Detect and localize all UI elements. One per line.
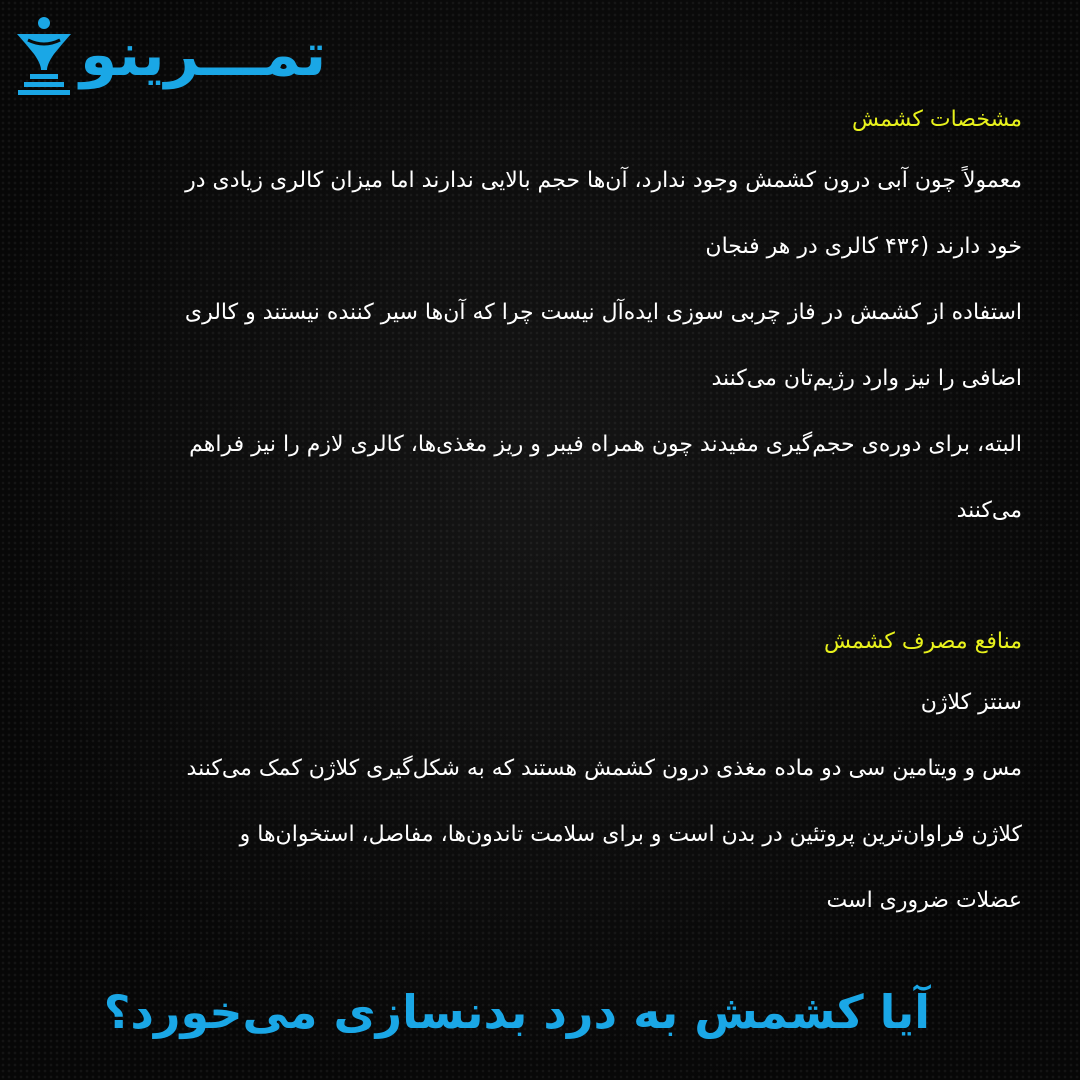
text-line: کلاژن فراوان‌ترین پروتئین در بدن است و برای سلامت تاندون‌ها، مفاصل، استخوان‌ها و (239, 822, 1022, 847)
section-heading-specs: مشخصات کشمش (852, 107, 1022, 132)
text-line: مس و ویتامین سی دو ماده مغذی درون کشمش هستند که به شکل‌گیری کلاژن کمک می‌کنند (186, 756, 1022, 781)
section-spacer (47, 544, 1022, 614)
section-heading-benefits: منافع مصرف کشمش (823, 629, 1022, 654)
article-body (47, 92, 1022, 934)
text-line: سنتز کلاژن (920, 690, 1022, 715)
text-line: معمولاً چون آبی درون کشمش وجود ندارد، آن‌ها حجم بالایی ندارند اما میزان کالری زیادی در (185, 168, 1022, 193)
text-line: استفاده از کشمش در فاز چربی سوزی ایده‌آل نیست چرا که آن‌ها سیر کننده نیستند و کالری (184, 300, 1022, 325)
text-line: البته، برای دوره‌ی حجم‌گیری مفیدند چون همراه فیبر و ریز مغذی‌ها، کالری لازم را نیز فراهم (189, 432, 1022, 457)
text-line: اضافی را نیز وارد رژیم‌تان می‌کنند (711, 366, 1022, 391)
text-line: عضلات ضروری است (826, 888, 1022, 913)
brand-logo (14, 10, 444, 100)
trophy-icon (14, 14, 74, 96)
brand-name: تمـــرینو (80, 20, 327, 90)
text-line: خود دارند (۴۳۶ کالری در هر فنجان (705, 234, 1022, 259)
text-line: می‌کنند (956, 498, 1022, 523)
footer-title: آیا کشمش به درد بدنسازی می‌خورد؟ (103, 985, 930, 1039)
